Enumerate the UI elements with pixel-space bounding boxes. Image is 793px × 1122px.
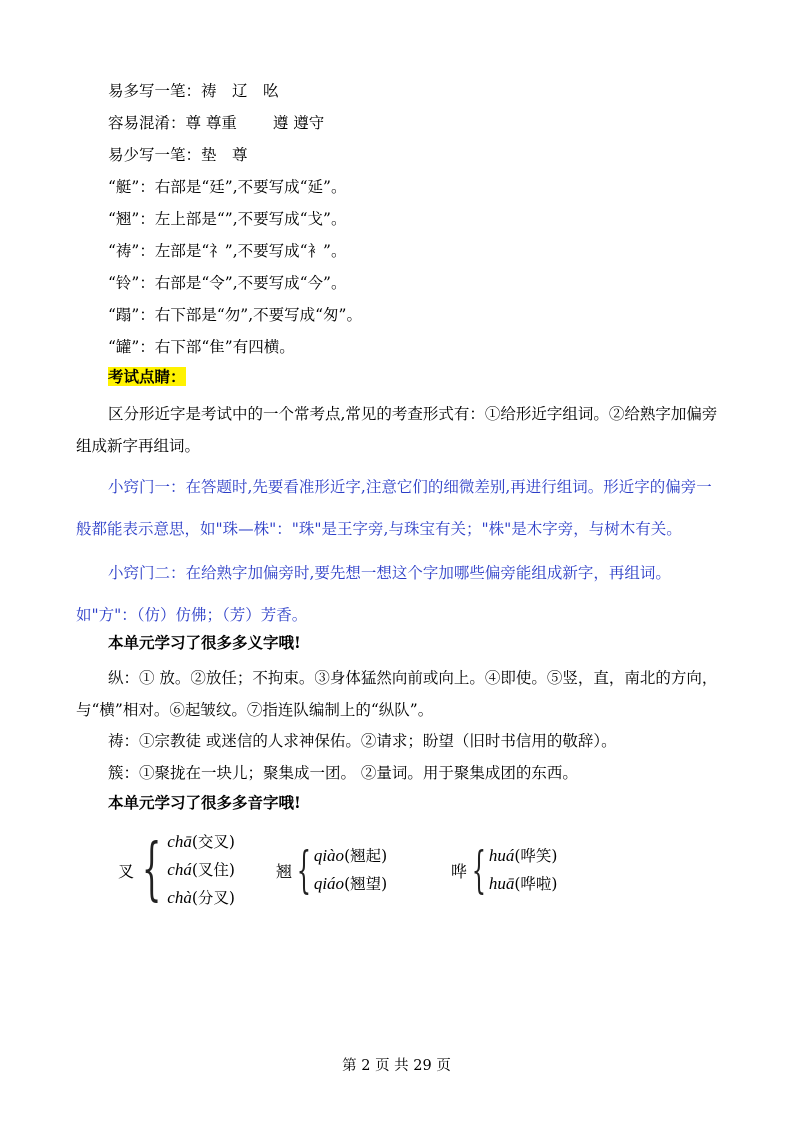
text-line: 易少写一笔：垫 尊 <box>108 146 248 164</box>
polyphone-group-hua <box>451 842 557 898</box>
text-line: 容易混淆：尊 尊重 遵 遵守 <box>108 114 325 132</box>
polysemy-heading: 本单元学习了很多多义字哦! <box>108 633 301 652</box>
polysemy-zong: 纵：① 放。②放任；不拘束。③身体猛然向前或向上。④即使。⑤竖，直，南北的方向，与“横”相对。⑥起皱纹。⑦指连队编制上的“纵队”。 <box>76 669 718 719</box>
brace: { <box>141 830 162 909</box>
text-line: “艇”：右部是“廷”,不要写成“延”。 <box>108 178 347 196</box>
brace: { <box>471 841 487 899</box>
exam-intro: 区分形近字是考试中的一个常考点,常见的考查形式有：①给形近字组词。②给熟字加偏旁组成新字再组词。 <box>76 405 718 455</box>
reading: qiáo(翘望) <box>313 874 388 893</box>
text-line: “祷”：左部是“礻”,不要写成“衤”。 <box>108 242 347 260</box>
text-line: “蹋”：右下部是“勿”,不要写成“匆”。 <box>108 306 362 324</box>
reading: huā(哗啦) <box>488 874 558 893</box>
text-line: “罐”：右下部“隹”有四横。 <box>108 338 295 356</box>
text-line: 易多写一笔：祷 辽 吆 <box>108 82 279 100</box>
reading: qiào(翘起) <box>313 846 388 865</box>
text-line: “翘”：左上部是“”,不要写成“戈”。 <box>108 210 347 228</box>
polyphone-heading: 本单元学习了很多多音字哦! <box>108 793 301 812</box>
page-footer: 第 2 页 共 29 页 <box>342 1058 451 1074</box>
reading: chà(分叉) <box>167 888 235 907</box>
polyphone-group-qiao <box>276 842 387 898</box>
polyphone-char: 哗 <box>451 861 468 881</box>
polyphone-char: 翘 <box>276 861 293 881</box>
polysemy-dao: 祷：①宗教徒 或迷信的人求神保佑。②请求；盼望（旧时书信用的敬辞）。 <box>108 732 617 750</box>
text-line: “铃”：右部是“令”,不要写成“今”。 <box>108 274 347 292</box>
reading: huá(哗笑) <box>488 846 558 865</box>
tip-two: 小窍门二：在给熟字加偏旁时,要先想一想这个字加哪些偏旁能组成新字，再组词。如"方"：（仿）仿佛；（芳）芳香。 <box>76 564 671 624</box>
brace: { <box>296 841 312 899</box>
polyphone-char: 叉 <box>118 861 135 881</box>
tip-one: 小窍门一：在答题时,先要看准形近字,注意它们的细微差别,再进行组词。形近字的偏旁一般都能表示意思，如"珠—株"："珠"是王字旁,与珠宝有关；"株"是木字旁，与树木有关。 <box>76 478 712 538</box>
exam-heading: 考试点睛： <box>108 367 186 386</box>
polysemy-cu: 簇：①聚拢在一块儿；聚集成一团。 ②量词。用于聚集成团的东西。 <box>108 764 578 782</box>
reading: chá(叉住) <box>167 860 235 879</box>
reading: chā(交叉) <box>167 832 235 851</box>
polyphone-group-cha <box>118 828 235 912</box>
